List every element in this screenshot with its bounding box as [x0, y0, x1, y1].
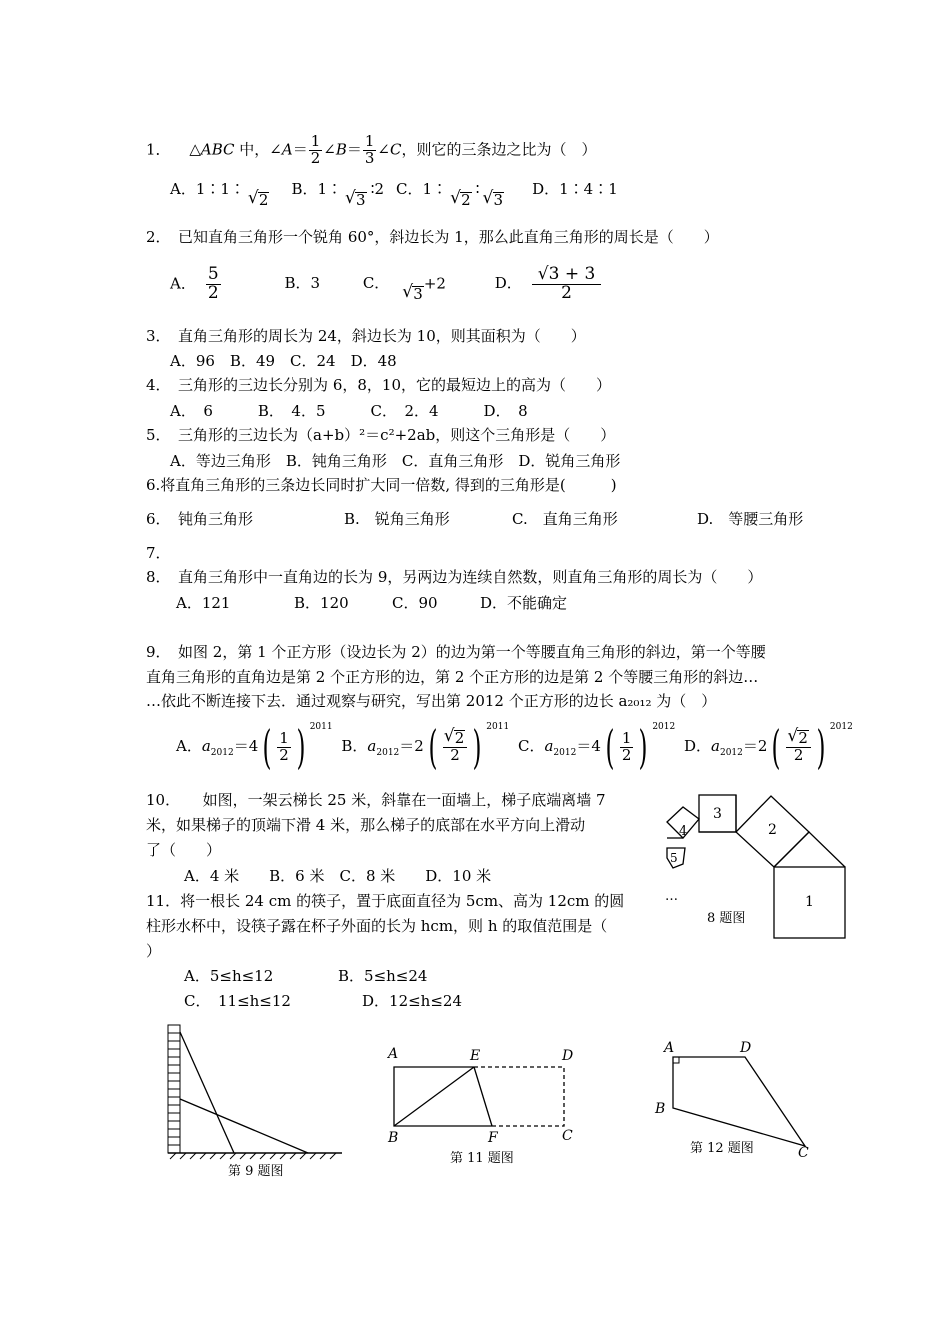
q6-option-a: 6． 钝角三角形 [146, 510, 254, 528]
q4-options: A． 6 B． 4．5 C． 2．4 D． 8 [170, 402, 528, 420]
q6-stem: 6.将直角三角形的三条边长同时扩大同一倍数, 得到的三角形是( ) [146, 476, 617, 494]
q1-stem: 1． △ABC 中，∠A＝ $\frac{1}{2}$ ∠B＝ $\frac{1}{3}$ ∠C，则它的三条边之比为（ ） [146, 132, 597, 167]
label-1: 1 [805, 894, 814, 910]
ladder-after [180, 1099, 308, 1153]
q5-options: A．等边三角形 B．钝角三角形 C．直角三角形 D．锐角三角形 [170, 452, 621, 470]
q9-line2: 直角三角形的直角边是第 2 个正方形的边，第 2 个正方形的边是第 2 个等腰三角形的斜边… [146, 668, 759, 686]
q2-stem: 2． 已知直角三角形一个锐角 60°，斜边长为 1，那么此直角三角形的周长是（ ） [146, 228, 719, 246]
q7-stem: 7． [146, 544, 171, 562]
q10-line1: 10． 如图，一架云梯长 25 米，斜靠在一面墙上，梯子底端离墙 7 [146, 791, 606, 809]
label-F: F [488, 1130, 498, 1146]
q10-line2: 米，如果梯子的顶端下滑 4 米，那么梯子的底部在水平方向上滑动 [146, 816, 586, 834]
triangle-1 [774, 832, 845, 867]
label-A: A [388, 1046, 399, 1062]
q11-option-d: D．12≤h≤24 [362, 992, 462, 1010]
label-B: B [388, 1130, 399, 1146]
q8-option-b: B．120 [294, 594, 349, 612]
caption: 第 9 题图 [228, 1164, 284, 1179]
ellipsis: … [665, 889, 678, 904]
q11-option-c: C． 11≤h≤12 [184, 992, 291, 1010]
figure-8-squares [655, 790, 855, 942]
label-4: 4 [679, 824, 688, 839]
q8-option-a: A．121 [176, 594, 231, 612]
label-B: B [655, 1101, 666, 1117]
caption: 8 题图 [707, 911, 746, 926]
q10-line3: 了（ ） [146, 841, 222, 859]
figure-12-trapezoid [650, 1036, 820, 1166]
q8-stem: 8． 直角三角形中一直角边的长为 9，另两边为连续自然数，则直角三角形的周长为（ ） [146, 568, 763, 586]
q3-stem: 3． 直角三角形的周长为 24，斜边长为 10，则其面积为（ ） [146, 327, 586, 345]
label-D: D [562, 1048, 574, 1064]
label-C: C [562, 1128, 573, 1144]
q11-option-b: B．5≤h≤24 [338, 967, 428, 985]
label-2: 2 [768, 822, 777, 838]
q11-line2: 柱形水杯中，设筷子露在杯子外面的长为 hcm，则 h 的取值范围是（ [146, 917, 608, 935]
label-D: D [740, 1040, 752, 1056]
label-E: E [470, 1048, 481, 1064]
label-A: A [664, 1040, 675, 1056]
caption: 第 12 题图 [690, 1141, 754, 1156]
q3-options: A．96 B．49 C．24 D．48 [170, 352, 397, 370]
figure-9-ladder [162, 1022, 352, 1182]
fraction-one-third: $\frac{1}{3}$ [364, 132, 375, 167]
caption: 第 11 题图 [450, 1151, 514, 1166]
label-5: 5 [670, 851, 678, 865]
label-C: C [798, 1145, 809, 1161]
q6-option-c: C. 直角三角形 [512, 510, 618, 528]
wall-bricks [168, 1033, 180, 1145]
q9-options: A．$a_{2012}=4$( $\frac{1}{2}$ ) $^{2011}$ B．$a_{2012}=2$( √ $\frac{2}{2}$ ) $^{2011}$ C．$a_{2012}=4$( $\frac{1}{2}$ ) $^{2012}$ D．$a_{2012}=2$( √ $\frac{2}{2}$ ) $^{2012}$ [176, 724, 853, 780]
q2-options: A． $\frac{5}{2}$ B．3 C．√ 3+2 D． $\frac{√3 + 3}{2}$ [170, 266, 602, 303]
figure-11-rectangle [380, 1040, 590, 1170]
label-3: 3 [713, 806, 722, 822]
q8-option-d: D．不能确定 [480, 594, 568, 612]
q9-line1: 9． 如图 2，第 1 个正方形（设边长为 2）的边为第一个等腰直角三角形的斜边，第一个等腰 [146, 643, 766, 661]
q11-line3: ） [146, 942, 162, 960]
q6-option-d: D. 等腰三角形 [697, 510, 804, 528]
q11-option-a: A．5≤h≤12 [184, 967, 274, 985]
fraction-one-half: $\frac{1}{2}$ [310, 132, 321, 167]
q10-options: A．4 米 B．6 米 C．8 米 D．10 米 [184, 867, 492, 885]
q4-stem: 4． 三角形的三边长分别为 6，8，10，它的最短边上的高为（ ） [146, 376, 611, 394]
ladder-before [180, 1032, 234, 1153]
q11-line1: 11．将一根长 24 cm 的筷子，置于底面直径为 5cm、高为 12cm 的圆 [146, 892, 625, 910]
q6-option-b: B. 锐角三角形 [344, 510, 450, 528]
q5-stem: 5． 三角形的三边长为（a+b）²＝c²+2ab，则这个三角形是（ ） [146, 426, 616, 444]
ground-hatch [170, 1153, 336, 1159]
q8-option-c: C．90 [392, 594, 438, 612]
q1-options: A．1∶1∶√ 2B．1∶√ 3∶2 C．1∶√ 2∶√ 3D．1∶4∶1 [170, 182, 618, 198]
q9-line3: …依此不断连接下去．通过观察与研究，写出第 2012 个正方形的边长 a₂₀₁₂ 为（ ） [146, 692, 717, 710]
